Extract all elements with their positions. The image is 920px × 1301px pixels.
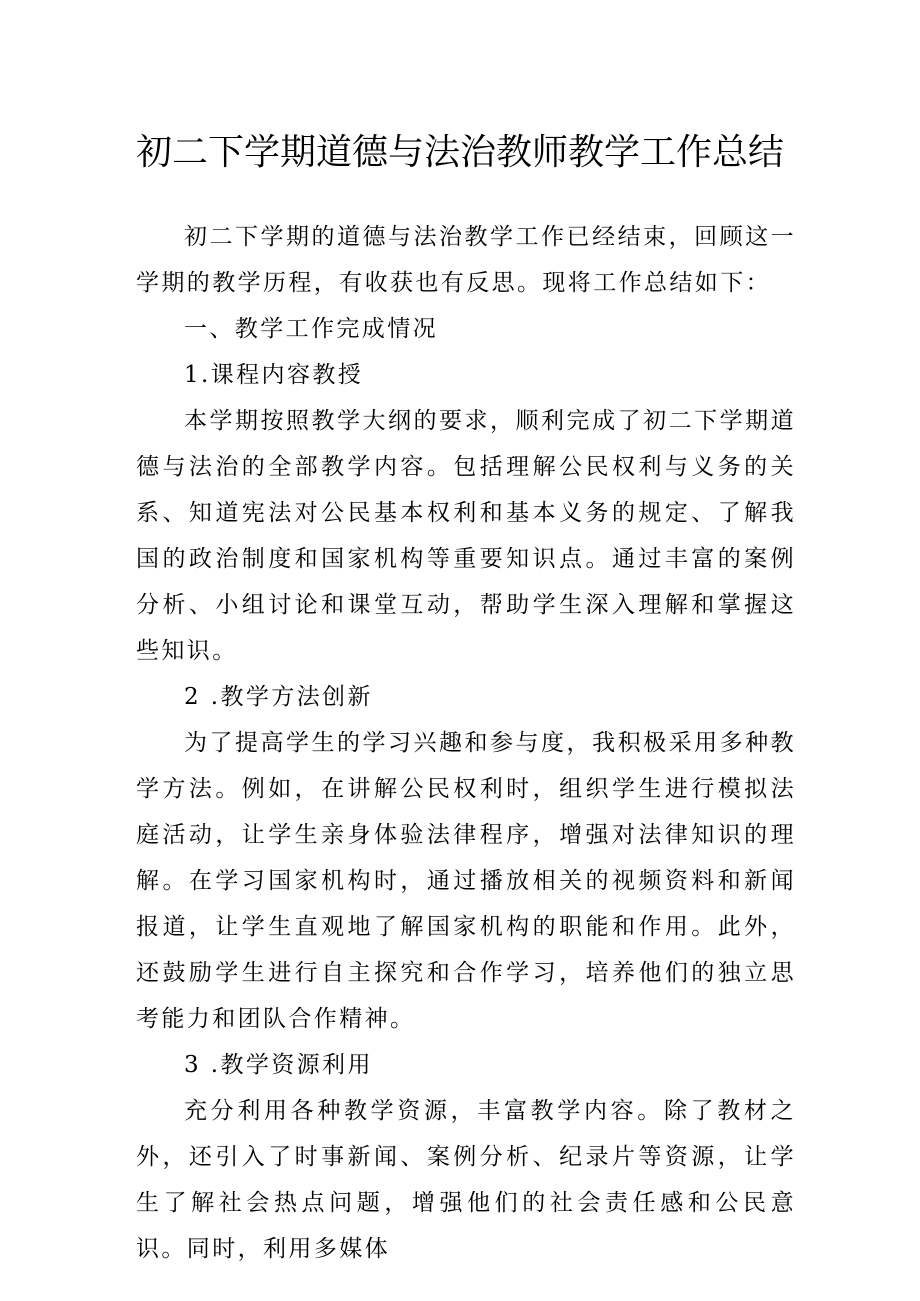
subsection-heading: 3 .教学资源利用: [184, 1052, 373, 1078]
intro-paragraph: 初二下学期的道德与法治教学工作已经结束，回顾这一学期的教学历程，有收获也有反思。现将工作总结如下：: [136, 224, 796, 296]
document-title: 初二下学期道德与法治教师教学工作总结: [135, 132, 784, 173]
subsection-heading: 1.课程内容教授: [184, 362, 364, 388]
section-heading: 一、教学工作完成情况: [184, 316, 438, 342]
body-paragraph: 充分利用各种教学资源，丰富教学内容。除了教材之外，还引入了时事新闻、案例分析、纪录片等资源，让学生了解社会热点问题，增强他们的社会责任感和公民意识。同时，利用多媒体: [136, 1098, 796, 1262]
document-body: [136, 214, 796, 1272]
body-paragraph: 为了提高学生的学习兴趣和参与度，我积极采用多种教学方法。例如，在讲解公民权利时，组织学生进行模拟法庭活动，让学生亲身体验法律程序，增强对法律知识的理解。在学习国家机构时，通过播放相关的视频资料和新闻报道，让学生直观地了解国家机构的职能和作用。此外，还鼓励学生进行自主探究和合作学习，培养他们的独立思考能力和团队合作精神。: [136, 730, 796, 1032]
body-paragraph: 本学期按照教学大纲的要求，顺利完成了初二下学期道德与法治的全部教学内容。包括理解公民权利与义务的关系、知道宪法对公民基本权利和基本义务的规定、了解我国的政治制度和国家机构等重要知识点。通过丰富的案例分析、小组讨论和课堂互动，帮助学生深入理解和掌握这些知识。: [136, 408, 796, 664]
subsection-heading: 2 .教学方法创新: [184, 684, 373, 710]
